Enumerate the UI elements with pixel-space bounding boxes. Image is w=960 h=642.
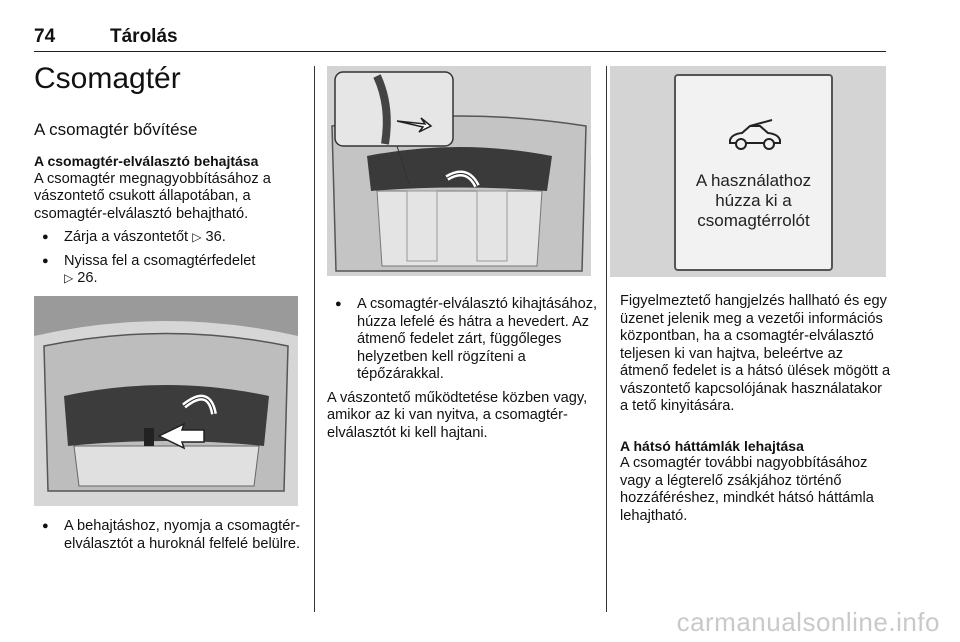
bullet-item: ● A behajtáshoz, nyomja a csomagtér-elválasztót a huroknál felfelé belülre. [34, 518, 302, 553]
reference-arrow-icon: ▷ [64, 271, 74, 285]
watermark: carmanualsonline.info [676, 607, 940, 637]
paragraph: A csomagtér további nagyobbításához vagy a légterelő zsákjához történő hozzáféréshez, mindkét hátsó háttámla lehajtható. [620, 455, 874, 524]
heading-divider-fold: A csomagtér-elválasztó behajtása [34, 153, 259, 169]
heading-rear-backrests: A hátsó háttámlák lehajtása [620, 437, 804, 454]
bullet-item: ● Zárja a vászontetőt ▷ 36. [34, 229, 302, 247]
convertible-car-icon [726, 118, 784, 152]
column-3-text [620, 293, 892, 525]
paragraph: Figyelmeztető hangjelzés hallható és egy üzenet jelenik meg a vezetői információs központban, ha a csomagtér-elválasztó teljesen ki van hajtva, beleértve az átmenő fedelet is a hátsó ülések mögött a vászontető kapcsolójának használatakor a tető kinyitására. [620, 293, 891, 414]
warning-sign [674, 74, 833, 271]
column-1-text-after [34, 512, 302, 553]
page-header [34, 24, 886, 52]
column-divider-2 [606, 66, 607, 612]
header-rule [34, 51, 886, 52]
intro-paragraph: A csomagtér megnagyobbításához a vászontető csukott állapotában, a csomagtér-elválasztó behajtható. [34, 170, 271, 222]
warning-sign-panel [610, 66, 886, 277]
column-1-text [34, 153, 302, 288]
page-number: 74 [34, 26, 56, 47]
bullet-list [34, 229, 302, 288]
subsection-title: A csomagtér bővítése [34, 120, 198, 139]
page-title: Csomagtér [34, 62, 181, 95]
section-title: Tárolás [110, 26, 178, 47]
bullet-item: ● A csomagtér-elválasztó kihajtásához, húzza lefelé és hátra a hevedert. Az átmenő fedelet zárt, függőleges helyzetben kell rögzíteni a tépőzárakkal. [327, 296, 599, 384]
column-2-text [327, 290, 599, 442]
trunk-strap-photo [327, 66, 591, 276]
reference-arrow-icon: ▷ [192, 230, 202, 244]
column-divider-1 [314, 66, 315, 612]
warning-sign-text: A használathoz húzza ki a csomagtérrolót [695, 171, 812, 230]
paragraph: A vászontető működtetése közben vagy, amikor az ki van nyitva, a csomagtér-elválasztót ki kell hajtani. [327, 389, 588, 441]
trunk-divider-photo [34, 296, 298, 506]
bullet-item: ● Nyissa fel a csomagtérfedelet ▷ 26. [34, 253, 302, 288]
